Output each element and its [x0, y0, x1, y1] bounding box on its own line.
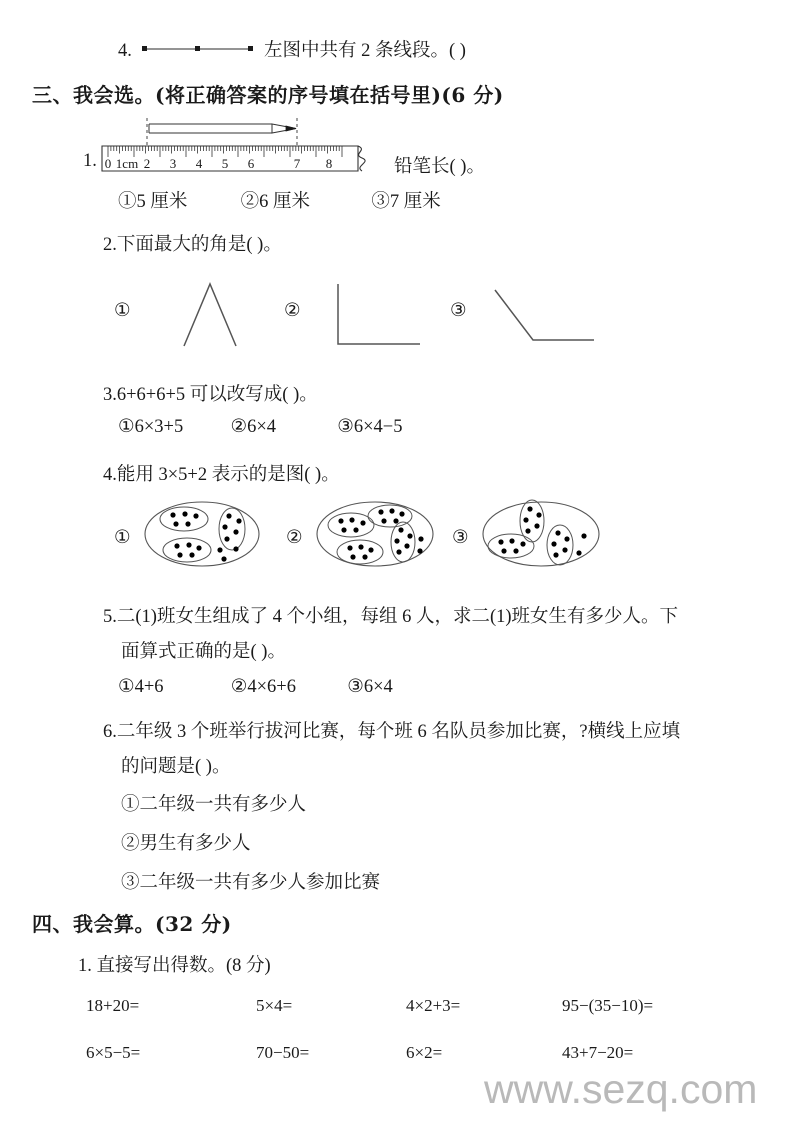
svg-text:5: 5 [221, 156, 229, 171]
svg-text:7: 7 [293, 156, 301, 171]
question-3-option-2[interactable]: ②6×4 [230, 417, 276, 437]
question-1-text: 铅笔长( )。 [394, 157, 485, 177]
svg-text:8: 8 [325, 156, 333, 171]
question-2-marker-2: ② [284, 301, 301, 321]
question-5-option-1[interactable]: ①4+6 [118, 677, 164, 697]
calc-r1c2: 5×4= [256, 996, 293, 1015]
calc-r2c4: 43+7−20= [562, 1043, 634, 1062]
question-4-marker-1: ① [114, 528, 131, 548]
calc-r1c1: 18+20= [86, 996, 140, 1015]
question-3-option-1[interactable]: ①6×3+5 [118, 417, 184, 437]
question-1-options [118, 187, 441, 217]
question-1-option-3[interactable]: ③7 厘米 [371, 192, 441, 212]
question-2-marker-3: ③ [450, 301, 467, 321]
dot-group-diagram-2 [314, 498, 436, 570]
question-6-option-2[interactable]: ②男生有多少人 [121, 834, 251, 854]
question-1-option-1[interactable]: ①5 厘米 [118, 192, 188, 212]
angle-figure-obtuse [490, 278, 600, 350]
question-2-text: 2.下面最大的角是( )。 [103, 235, 282, 255]
question-3-text: 3.6+6+6+5 可以改写成( )。 [103, 385, 318, 405]
question-6-line-2: 的问题是( )。 [121, 757, 231, 777]
question-5-option-2[interactable]: ②4×6+6 [230, 677, 296, 697]
calc-r1c4: 95−(35−10)= [562, 996, 654, 1015]
judge-question-4-text: 左图中共有 2 条线段。( ) [264, 41, 466, 61]
line-segment-figure [140, 40, 256, 58]
judge-question-4-number: 4. [118, 41, 132, 61]
calc-r1c3: 4×2+3= [406, 996, 461, 1015]
question-1-option-2[interactable]: ②6 厘米 [240, 192, 311, 212]
svg-text:0: 0 [104, 156, 112, 171]
question-3-options [118, 412, 402, 442]
question-6-option-3[interactable]: ③二年级一共有多少人参加比赛 [121, 873, 381, 893]
svg-text:1cm: 1cm [115, 156, 139, 171]
svg-text:4: 4 [195, 156, 203, 171]
section-three-heading: 三、我会选。(将正确答案的序号填在括号里)(6 分) [32, 83, 504, 107]
question-4-marker-2: ② [286, 528, 303, 548]
calc-r2c1: 6×5−5= [86, 1043, 141, 1062]
question-5-option-3[interactable]: ③6×4 [347, 677, 393, 697]
ruler-with-pencil-figure [100, 116, 390, 176]
calc-r2c3: 6×2= [406, 1043, 443, 1062]
question-5-line-1: 5.二(1)班女生组成了 4 个小组，每组 6 人，求二(1)班女生有多少人。下 [103, 607, 679, 627]
angle-figure-right [332, 278, 427, 350]
question-4-marker-3: ③ [452, 528, 469, 548]
svg-text:3: 3 [169, 156, 177, 171]
question-6-option-1[interactable]: ①二年级一共有多少人 [121, 795, 307, 815]
question-6-line-1: 6.二年级 3 个班举行拔河比赛，每个班 6 名队员参加比赛，?横线上应填 [103, 722, 681, 742]
section-four-heading: 四、我会算。(32 分) [32, 912, 232, 936]
angle-figure-acute [170, 278, 260, 350]
question-4-text: 4.能用 3×5+2 表示的是图( )。 [103, 465, 340, 485]
question-5-options [118, 672, 393, 702]
question-3-option-3[interactable]: ③6×4−5 [337, 417, 403, 437]
svg-text:6: 6 [247, 156, 255, 171]
dot-group-diagram-1 [142, 498, 262, 570]
section-four-sub1-text: 1. 直接写出得数。(8 分) [78, 956, 271, 976]
question-1-number: 1. [83, 151, 97, 171]
svg-text:2: 2 [143, 156, 151, 171]
question-5-line-2: 面算式正确的是( )。 [121, 642, 286, 662]
site-watermark: www.sezq.com [484, 1066, 758, 1112]
question-2-marker-1: ① [114, 301, 131, 321]
calc-r2c2: 70−50= [256, 1043, 310, 1062]
dot-group-diagram-3 [480, 498, 602, 570]
